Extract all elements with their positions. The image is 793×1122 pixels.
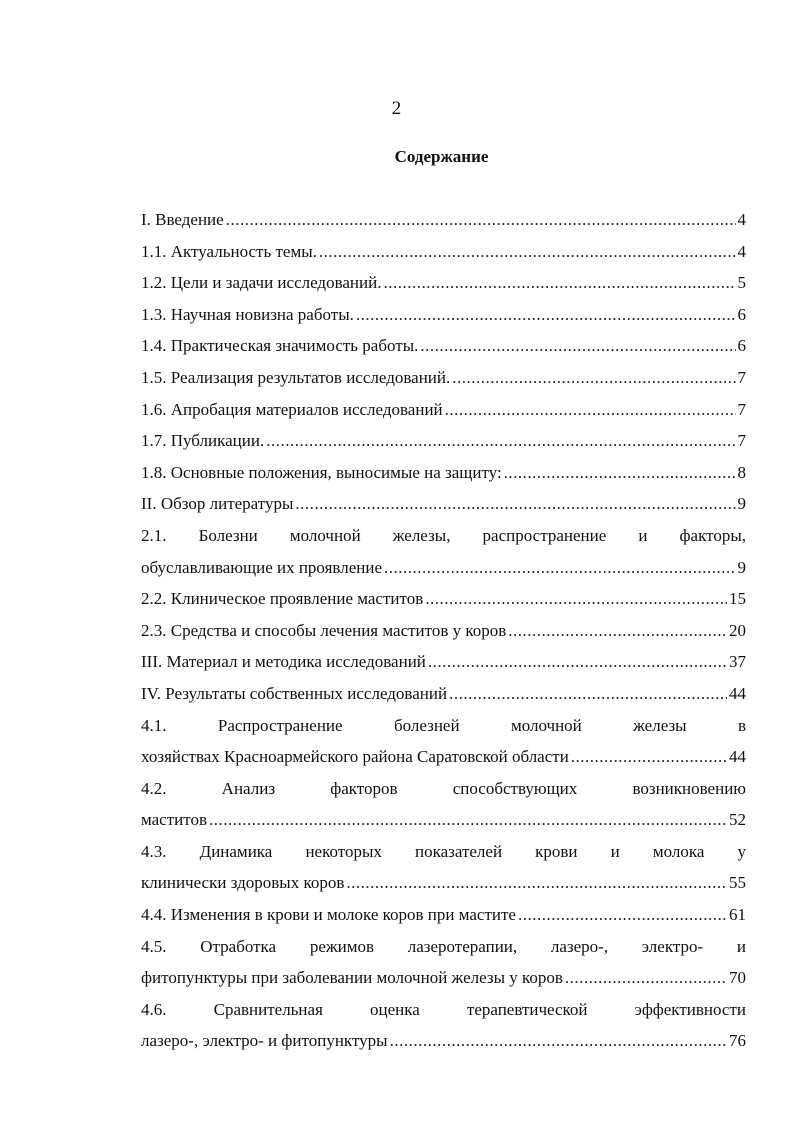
dot-leader — [508, 619, 727, 643]
dot-leader — [295, 492, 735, 516]
toc-entry — [141, 1029, 746, 1061]
toc-entry — [141, 271, 746, 303]
toc-entry — [141, 966, 746, 998]
toc-entry-page: 15 — [729, 589, 746, 609]
toc-entry-page: 9 — [737, 494, 746, 514]
toc-entry — [141, 366, 746, 398]
dot-leader — [383, 271, 735, 295]
dot-leader — [518, 903, 727, 927]
dot-leader — [504, 461, 736, 485]
toc-entry — [141, 808, 746, 840]
toc-entry — [141, 587, 746, 619]
toc-entry-first-line: 4.6. Сравнительная оценка терапевтической эффективности — [141, 999, 746, 1019]
toc-entry — [141, 745, 746, 777]
dot-leader — [319, 240, 736, 264]
toc-entry — [141, 461, 746, 493]
toc-entry — [141, 208, 746, 240]
page-title: Содержание — [394, 147, 489, 166]
toc-entry — [141, 650, 746, 682]
toc-entry-label: 2.2. Клиническое проявление маститов — [141, 589, 424, 609]
toc-entry-page: 5 — [737, 273, 746, 293]
dot-leader — [209, 808, 727, 832]
toc-entry-page: 7 — [737, 431, 746, 451]
toc-entry-label: III. Материал и методика исследований — [141, 652, 426, 672]
toc-entry-page: 20 — [729, 620, 746, 640]
toc-entry — [141, 429, 746, 461]
toc-entry-label: 1.6. Апробация материалов исследований — [141, 399, 443, 419]
toc-entry-label: 2.3. Средства и способы лечения маститов у коров — [141, 620, 507, 640]
toc-entry — [141, 334, 746, 366]
dot-leader — [565, 966, 727, 990]
toc-entry-label: 4.4. Изменения в крови и молоке коров при мастите — [141, 905, 516, 925]
toc-entry-first-line: 2.1. Болезни молочной железы, распространение и факторы, — [141, 525, 746, 545]
toc-entry-page: 4 — [737, 210, 746, 229]
toc-entry-page: 6 — [737, 336, 746, 356]
dot-leader — [428, 650, 727, 674]
toc-entry-label: обуславливающие их проявление — [141, 557, 383, 577]
toc-entry — [141, 492, 746, 524]
toc-entry-page: 44 — [729, 747, 746, 767]
toc-entry — [141, 240, 746, 272]
dot-leader — [356, 303, 736, 327]
toc-entry-page: 8 — [737, 462, 746, 482]
toc-entry-label: лазеро-, электро- и фитопунктуры — [141, 1031, 388, 1051]
dot-leader — [346, 871, 727, 895]
toc-entry-first-line: 4.2. Анализ факторов способствующих возникновению — [141, 778, 746, 798]
toc-entry-label: IV. Результаты собственных исследований — [141, 683, 448, 703]
toc-entry-label: 1.3. Научная новизна работы. — [141, 304, 354, 324]
toc-entry — [141, 398, 746, 430]
dot-leader — [266, 429, 735, 453]
toc-entry-page: 70 — [729, 968, 746, 988]
toc-entry-first-line: 4.5. Отработка режимов лазеротерапии, лазеро-, электро- и — [141, 936, 746, 956]
toc-entry-label: I. Введение — [141, 210, 224, 229]
toc-entry-label: клинически здоровых коров — [141, 873, 345, 893]
toc-entry-page: 76 — [729, 1031, 746, 1051]
toc-entry-label: хозяйствах Красноармейского района Саратовской области — [141, 747, 569, 767]
toc-entry — [141, 556, 746, 588]
toc-entry-label: II. Обзор литературы — [141, 494, 294, 514]
toc-entry-page: 9 — [737, 557, 746, 577]
dot-leader — [449, 682, 727, 706]
toc-entry-label: 1.1. Актуальность темы. — [141, 241, 317, 261]
toc-entry-page: 55 — [729, 873, 746, 893]
toc-entry-page: 7 — [737, 367, 746, 387]
dot-leader — [425, 587, 727, 611]
dot-leader — [445, 398, 736, 422]
toc-entry-page: 4 — [737, 241, 746, 261]
toc-entry-page: 61 — [729, 905, 746, 925]
dot-leader — [390, 1029, 727, 1053]
toc-entry-page: 52 — [729, 810, 746, 830]
dot-leader — [420, 334, 735, 358]
toc-entry-page: 6 — [737, 304, 746, 324]
dot-leader — [571, 745, 727, 769]
dot-leader — [226, 208, 736, 232]
dot-leader — [452, 366, 735, 390]
toc-entry-label: 1.2. Цели и задачи исследований. — [141, 273, 382, 293]
toc-entry-label: 1.5. Реализация результатов исследований. — [141, 367, 451, 387]
toc-entry-label: 1.7. Публикации. — [141, 431, 265, 451]
toc-entry-first-line: 4.1. Распространение болезней молочной железы в — [141, 715, 746, 735]
toc-entry-first-line: 4.3. Динамика некоторых показателей крови и молока у — [141, 841, 746, 861]
page-number: 2 — [391, 98, 402, 119]
toc-entry-label: фитопунктуры при заболевании молочной железы у коров — [141, 968, 563, 988]
toc-entry-page: 37 — [729, 652, 746, 672]
toc-entry-page: 44 — [729, 683, 746, 703]
toc-entry — [141, 303, 746, 335]
toc-entry-label: 1.8. Основные положения, выносимые на защиту: — [141, 462, 502, 482]
toc-entry — [141, 619, 746, 651]
toc-entry — [141, 903, 746, 935]
dot-leader — [384, 556, 735, 580]
toc-entry-label: маститов — [141, 810, 207, 830]
toc-entry-label: 1.4. Практическая значимость работы. — [141, 336, 419, 356]
toc-entry — [141, 682, 746, 714]
toc-entry — [141, 871, 746, 903]
toc-entry-page: 7 — [737, 399, 746, 419]
table-of-contents — [141, 208, 746, 1061]
